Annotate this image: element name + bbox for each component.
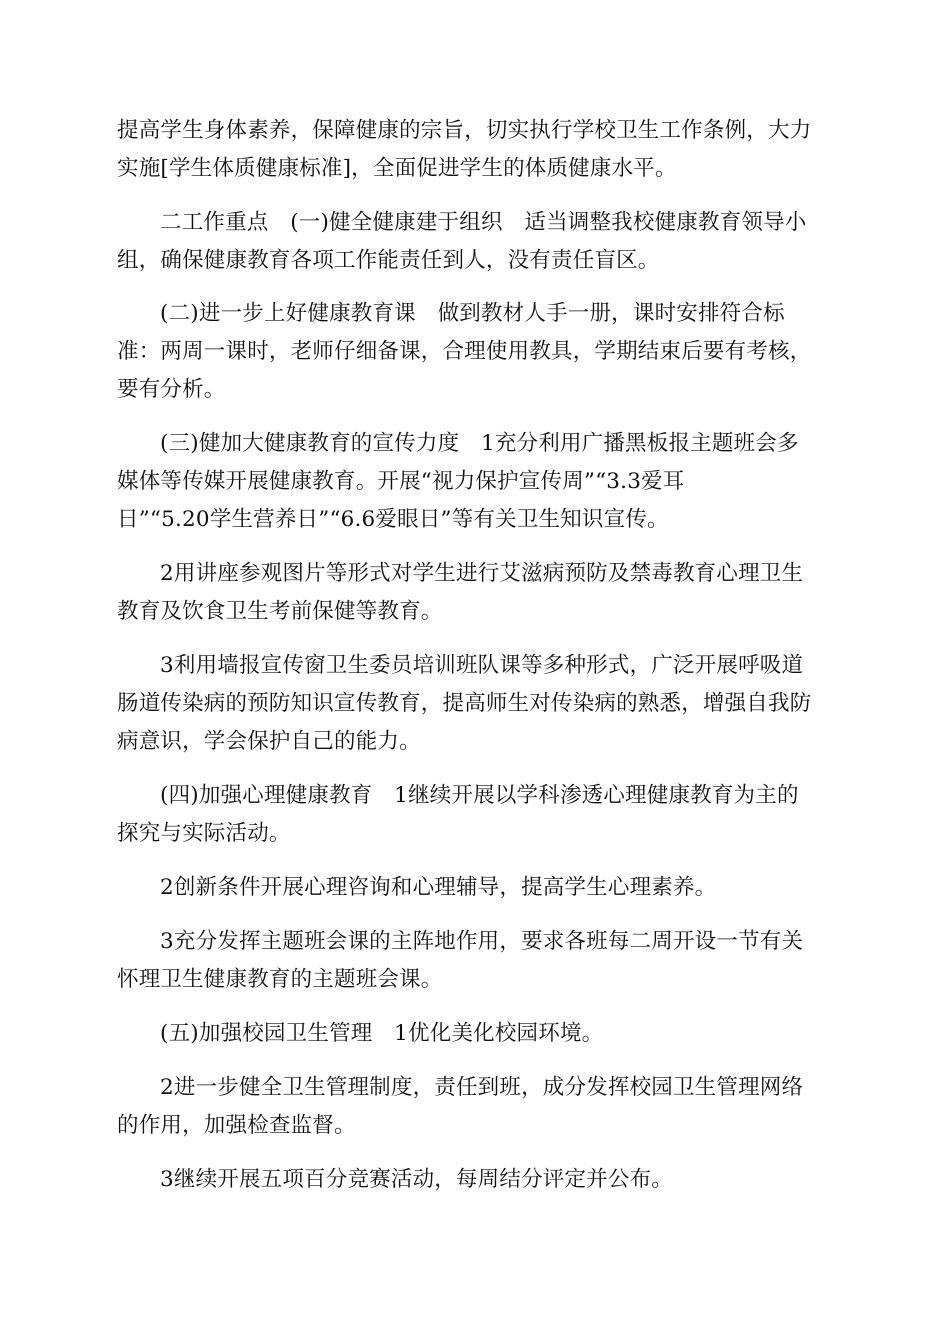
text-line: 要有分析。 [117, 377, 226, 402]
text-line: 的作用，加强检查监督。 [117, 1113, 356, 1138]
paragraph-focus-4-3 [117, 923, 837, 999]
paragraph-focus-5 [117, 1015, 837, 1053]
paragraph-focus-3 [117, 425, 837, 539]
paragraph-focus-4-2 [117, 869, 837, 907]
text-line: 3继续开展五项百分竞赛活动，每周结分评定并公布。 [160, 1167, 673, 1192]
paragraph-focus-3-2 [117, 555, 837, 631]
text-line: (三)健加大健康教育的宣传力度 1充分利用广播黑板报主题班会多 [160, 431, 799, 456]
paragraph-intro [117, 112, 837, 188]
text-line: 2进一步健全卫生管理制度，责任到班，成分发挥校园卫生管理网络 [160, 1075, 804, 1100]
text-line: 准：两周一课时，老师仔细备课，合理使用教具，学期结束后要有考核， [117, 339, 812, 364]
text-line: 怀理卫生健康教育的主题班会课。 [117, 967, 443, 992]
paragraph-focus-5-2 [117, 1069, 837, 1145]
paragraph-focus-4 [117, 777, 837, 853]
text-line: (二)进一步上好健康教育课 做到教材人手一册，课时安排符合标 [160, 301, 785, 326]
text-line: 3利用墙报宣传窗卫生委员培训班队课等多种形式，广泛开展呼吸道 [160, 653, 804, 678]
text-line: (四)加强心理健康教育 1继续开展以学科渗透心理健康教育为主的 [160, 783, 799, 808]
paragraph-focus-3-3 [117, 647, 837, 761]
paragraph-focus-1 [117, 204, 837, 280]
text-line: 日”“5.20学生营养日”“6.6爱眼日”等有关卫生知识宣传。 [117, 507, 669, 532]
text-line: 2用讲座参观图片等形式对学生进行艾滋病预防及禁毒教育心理卫生 [160, 561, 804, 586]
paragraph-focus-5-3 [117, 1161, 837, 1199]
text-line: 组，确保健康教育各项工作能责任到人，没有责任盲区。 [117, 248, 660, 273]
text-line: 实施[学生体质健康标准]，全面促进学生的体质健康水平。 [117, 156, 677, 181]
text-line: 3充分发挥主题班会课的主阵地作用，要求各班每二周开设一节有关 [160, 929, 804, 954]
text-line: 媒体等传媒开展健康教育。开展“视力保护宣传周”“3.3爱耳 [117, 469, 685, 494]
text-line: 病意识，学会保护自己的能力。 [117, 729, 421, 754]
paragraph-focus-2 [117, 295, 837, 409]
text-line: 提高学生身体素养，保障健康的宗旨，切实执行学校卫生工作条例，大力 [117, 118, 812, 143]
text-line: 2创新条件开展心理咨询和心理辅导，提高学生心理素养。 [160, 875, 717, 900]
text-line: 肠道传染病的预防知识宣传教育，提高师生对传染病的熟悉，增强自我防 [117, 691, 812, 716]
text-line: 教育及饮食卫生考前保健等教育。 [117, 599, 443, 624]
text-line: (五)加强校园卫生管理 1优化美化校园环境。 [160, 1021, 604, 1046]
text-line: 二工作重点 (一)健全健康建于组织 适当调整我校健康教育领导小 [160, 210, 807, 235]
text-line: 探究与实际活动。 [117, 821, 291, 846]
